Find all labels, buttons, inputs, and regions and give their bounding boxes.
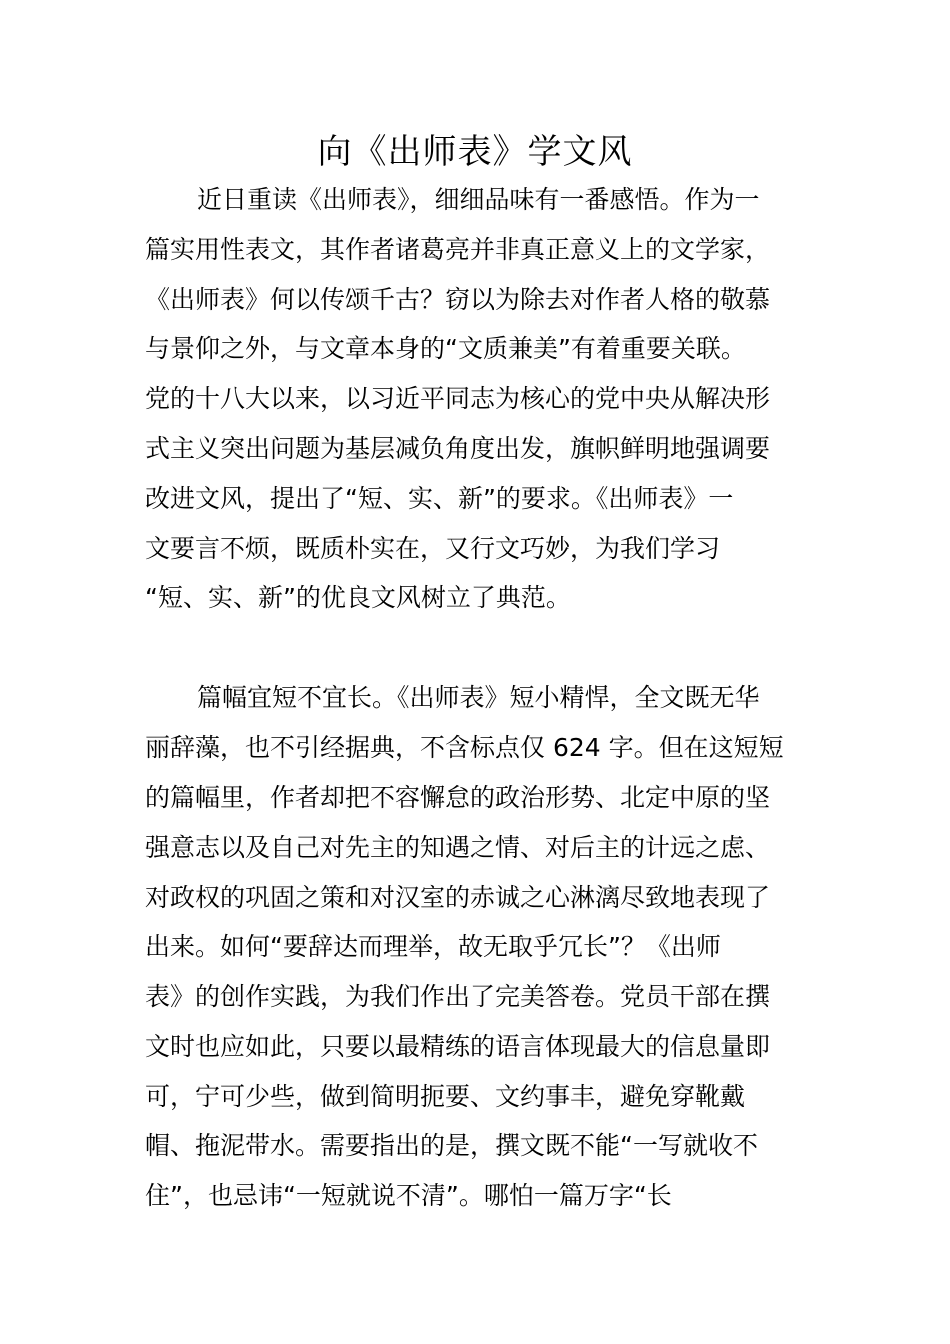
text-line: 出来。如何“要辞达而理举，故无取乎冗长”？《出师 [145,932,721,961]
text-line: 文要言不烦，既质朴实在，又行文巧妙，为我们学习 [145,534,721,563]
text-line: 帽、拖泥带水。需要指出的是，撰文既不能“一写就收不 [145,1131,758,1160]
page-title: 向《出师表》学文风 [317,132,633,172]
text-line: “短、实、新”的优良文风树立了典范。 [145,583,571,612]
text-line: 改进文风，提出了“短、实、新”的要求。《出师表》一 [145,484,734,513]
text-line: 篇实用性表文，其作者诸葛亮并非真正意义上的文学家， [145,235,771,264]
text-line: 近日重读《出师表》，细细品味有一番感悟。作为一 [197,185,760,214]
text-line: 党的十八大以来，以习近平同志为核心的党中央从解决形 [145,384,771,413]
text-line: 可，宁可少些，做到简明扼要、文约事丰，避免穿靴戴 [145,1082,746,1111]
text-line: 对政权的巩固之策和对汉室的赤诚之心淋漓尽致地表现了 [145,883,771,912]
text-line: 与景仰之外，与文章本身的“文质兼美”有着重要关联。 [145,334,746,363]
text-line: 丽辞藻，也不引经据典，不含标点仅 624 字。但在这短短 [145,733,784,762]
text-line: 文时也应如此，只要以最精练的语言体现最大的信息量即 [145,1032,771,1061]
text-line: 式主义突出问题为基层减负角度出发，旗帜鲜明地强调要 [145,434,771,463]
text-line: 强意志以及自己对先主的知遇之情、对后主的计远之虑、 [145,833,771,862]
text-line: 的篇幅里，作者却把不容懈怠的政治形势、北定中原的坚 [145,783,771,812]
text-line: 表》的创作实践，为我们作出了完美答卷。党员干部在撰 [145,982,771,1011]
text-line: 《出师表》何以传颂千古？窃以为除去对作者人格的敬慕 [145,285,771,314]
text-line: 住”，也忌讳“一短就说不清”。哪怕一篇万字“长 [145,1181,672,1210]
text-line: 篇幅宜短不宜长。《出师表》短小精悍，全文既无华 [197,683,760,712]
